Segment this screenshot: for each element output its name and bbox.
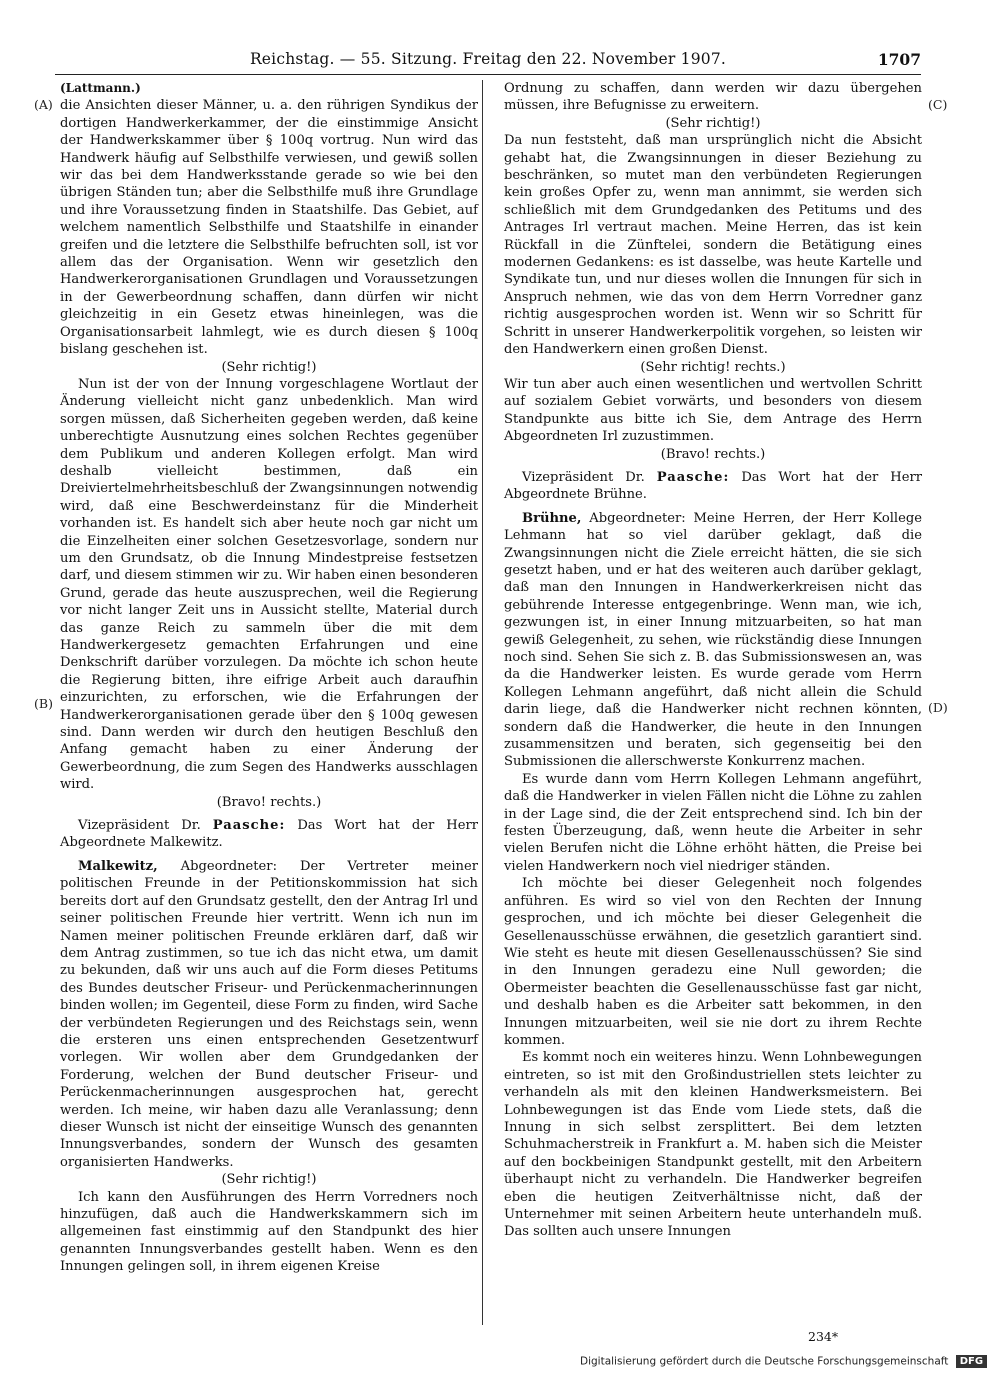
interjection: (Sehr richtig!) (665, 115, 761, 131)
speaker-tag: (Lattmann.) (60, 81, 141, 95)
interjection: (Sehr richtig! rechts.) (640, 359, 786, 375)
interjection: (Bravo! rechts.) (216, 794, 322, 810)
speaker-name: Malkewitz, (78, 858, 158, 874)
left-column (60, 80, 478, 1276)
paragraph: Es wurde dann vom Herrn Kollegen Lehmann angeführt, daß die Handwerker in vielen Fällen nicht die Löhne zu zahlen in der Lage sind, die der Zeit entsprechend sind. Ich bin der festen Überzeugung, daß, wenn heute die Arbeiter in sehr vielen Berufen nicht die Löhne erhöht hätten, die Preise bei vielen Handwerkern noch viel niedriger ständen. (504, 771, 922, 874)
footer (580, 1355, 990, 1375)
chair-statement: Vizepräsident Dr. Paasche: Das Wort hat der Herr Abgeordnete Brühne. (504, 469, 922, 503)
speech-malkewitz: Malkewitz, Abgeordneter: Der Vertreter meiner politischen Freunde in der Petitionskommission hat sich bereits dort auf den Grundsatz gestellt, den der Antrag Irl und seiner politischen Freunde hier vertritt. Wenn ich nun im Namen meiner politischen Freunde erklären darf, daß wir dem Antrag zustimmen, so tue ich das nicht etwa, um damit zu bekunden, daß wir uns auch auf die Form dieses Petitums des Bundes deutscher Friseur- und Perückenmacherinnungen binden wollen; im Gegenteil, diese Form zu finden, wird Sache der verbündeten Regierungen und des Reichstags sein, wenn die ersteren uns einen entsprechenden Gesetzentwurf vorlegen. Wir wollen aber dem Grundgedanken der Forderung, welchen der Bund deutscher Friseur- und Perückenmacherinnungen ausgesprochen hat, gerecht werden. Ich meine, wir haben dazu alle Veranlassung; denn dieser Wunsch ist nicht der einseitige Wunsch des genannten Innungsverbandes, sondern der Wunsch des gesamten organisierten Handwerks. (60, 858, 478, 1170)
speaker-name: Brühne, (522, 510, 582, 526)
paragraph: Ich kann den Ausführungen des Herrn Vorredners noch hinzufügen, daß auch die Handwerkskammern sich im allgemeinen fast einstimmig auf den Standpunkt des hier genannten Innungsverbandes gestellt haben. Wenn es den Innungen gelingen soll, in ihrem eigenen Kreise (60, 1189, 478, 1275)
page-title: Reichstag. — 55. Sitzung. Freitag den 22. November 1907. (249, 50, 727, 68)
paragraph: Es kommt noch ein weiteres hinzu. Wenn Lohnbewegungen eintreten, so ist mit den Großindustriellen stets leichter zu verhandeln als mit den kleinen Handwerksmeistern. Bei Lohnbewegungen ist das Ende vom Liede stets, daß die Innung in sich selbst zersplittert. Bei dem letzten Schuhmacherstreik in Frankfurt a. M. haben sich die Meister auf den bockbeinigen Standpunkt gestellt, mit den Arbeitern überhaupt nicht zu verhandeln. Die Handwerker begreifen eben die heutigen Zeitverhältnisse nicht, daß der Unternehmer mit seinen Arbeitern heute unterhandeln muß. Das sollten auch unsere Innungen (504, 1050, 922, 1240)
paragraph: Ich möchte bei dieser Gelegenheit noch folgendes anführen. Es wird so viel von den Rechten der Innung gesprochen, und ich möchte bei dieser Gelegenheit die Gesellenausschüsse erwähnen, die gesetzlich garantiert sind. Wie steht es heute mit diesen Gesellenausschüssen? Sie sind in den Innungen geradezu eine Null geworden; die Obermeister beachten die Gesellenausschüsse fast gar nicht, und deshalb haben es die Arbeiter satt bekommen, in den Innungen mitzuarbeiten, weil sie nie dort zu ihrem Rechte kommen. (504, 876, 922, 1048)
margin-marker-c: (C) (928, 97, 948, 112)
page-number: 1707 (877, 50, 921, 69)
footer-text: Digitalisierung gefördert durch die Deutsche Forschungsgemeinschaft (580, 1355, 949, 1368)
chair-statement: Vizepräsident Dr. Paasche: Das Wort hat der Herr Abgeordnete Malkewitz. (60, 818, 478, 851)
paragraph: Da nun feststeht, daß man ursprünglich nicht die Absicht gehabt hat, die Zwangsinnungen in dieser Beziehung zu beschränken, so mutet man den verbündeten Regierungen kein großes Opfer zu, wenn man annimmt, sie werden sich schließlich mit dem Grundgedanken des Petitums und des Antrages Irl vertraut machen. Meine Herren, das ist kein Rückfall in die Zünftelei, sondern die Betätigung eines modernen Gedankens: es ist dasselbe, was heute Kartelle und Syndikate tun, und nur dieses wollen die Innungen für sich in Anspruch nehmen, wie das von dem Herrn Vorredner ganz richtig ausgesprochen worden ist. Wenn wir so Schritt für Schritt in unserer Handwerkerpolitik vorgehen, so leisten wir den Handwerkern einen großen Dienst. (504, 133, 922, 358)
interjection: (Bravo! rechts.) (660, 446, 766, 462)
speech-bruehne: Brühne, Abgeordneter: Meine Herren, der Herr Kollege Lehmann hat so viel darüber geklagt, daß die Zwangsinnungen nicht die Ziele erreicht hätten, die sie sich gesetzt haben, und er hat des weiteren auch darüber geklagt, daß man den Innungen in Handwerkerkreisen nicht das gebührende Interesse entgegenbringe. Wenn man, wie ich, gezwungen ist, in einer Innung mitzuarbeiten, so hat man gewiß Gelegenheit, zu sehen, wie rückständig diese Innungen noch sind. Sehen Sie sich z. B. das Submissionswesen an, was da die Handwerker leisten. Es wurde gerade vom Herrn Kollegen Lehmann angeführt, daß nicht allein die Schuld darin liege, daß die Handwerker nicht rechnen könnten, sondern daß die Handwerker, die heute in den Innungen zusammensitzen und beraten, sich gegenseitig bei den Submissionen die allerschwerste Konkurrenz machen. (504, 510, 922, 770)
paragraph: die Ansichten dieser Männer, u. a. den rührigen Syndikus der dortigen Handwerkerkammer, der die einstimmige Ansicht der Handwerkskammer über § 100q vortrug. Nun wird das Handwerk häufig auf Selbsthilfe verwiesen, und gewiß sollen wir das bei dem Handwerksstande gerade so wie bei den übrigen Ständen tun; aber die Selbsthilfe muß ihre Grundlage und ihre Voraussetzung finden in Staatshilfe. Das Gebiet, auf welchem namentlich Selbsthilfe und Staatshilfe in einander greifen und die letztere die Selbsthilfe befruchten soll, ist vor allem das der Organisation. Wenn wir gesetzlich den Handwerkerorganisationen Grundlagen und Voraussetzungen in der Gewerbeordnung schaffen, dann dürfen wir nicht gleichzeitig in ein Gesetz etwas hineinlegen, was die Organisationsarbeit lahmlegt, wie es durch diesen § 100q bislang geschehen ist. (60, 98, 478, 358)
dfg-logo-icon: DFG (956, 1355, 987, 1368)
margin-marker-a: (A) (34, 97, 53, 112)
paragraph: Wir tun aber auch einen wesentlichen und wertvollen Schritt auf sozialem Gebiet vorwärts, und besonders von diesem Standpunkte aus bitte ich Sie, dem Antrage des Herrn Abgeordneten Irl zuzustimmen. (504, 376, 922, 445)
speaker-name: Paasche: (212, 818, 286, 834)
margin-marker-b: (B) (34, 696, 53, 711)
interjection: (Sehr richtig!) (221, 1172, 317, 1188)
speaker-name: Paasche: (656, 469, 730, 485)
interjection: (Sehr richtig!) (221, 359, 317, 375)
sheet-signature: 234* (808, 1329, 839, 1344)
right-column (504, 80, 922, 1241)
paragraph: Ordnung zu schaffen, dann werden wir dazu übergehen müssen, ihre Befugnisse zu erweitern. (504, 81, 922, 114)
paragraph: Nun ist der von der Innung vorgeschlagene Wortlaut der Änderung vielleicht nicht ganz unbedenklich. Man wird sorgen müssen, daß Sicherheiten gegeben werden, daß keine unberechtigte Ausnutzung eines solchen Rechtes gegenüber dem Publikum und anderen Kollegen erfolgt. Man wird deshalb vielleicht bestimmen, daß ein Dreiviertelmehrheitsbeschluß der Zwangsinnungen notwendig wird, daß eine Beschwerdeinstanz für die Minderheit vorhanden ist. Es handelt sich aber heute noch gar nicht um die Einzelheiten einer solchen Gesetzesvorlage, sondern nur um den Grundsatz, ob die Innung Mindestpreise festsetzen darf, und diesem stimmen wir zu. Wir haben einen besonderen Grund, gerade das heute auszusprechen, weil die Regierung vor nicht langer Zeit uns in Aussicht stellte, Material durch das ganze Reich zu sammeln über die mit dem Handwerkergesetz gemachten Erfahrungen und eine Denkschrift darüber vorzulegen. Da möchte ich schon heute die Regierung bitten, ihre eifrige Arbeit auch daraufhin einzurichten, zu erforschen, wie die Erfahrungen der Handwerkerorganisationen gerade über den § 100q gewesen sind. Dann werden wir durch den heutigen Beschluß den Anfang gemacht haben zu einer Änderung der Gewerbeordnung, die zum Segen des Handwerks ausschlagen wird. (60, 376, 478, 793)
page-header (55, 48, 921, 75)
column-divider (482, 80, 483, 1325)
margin-marker-d: (D) (928, 700, 948, 715)
